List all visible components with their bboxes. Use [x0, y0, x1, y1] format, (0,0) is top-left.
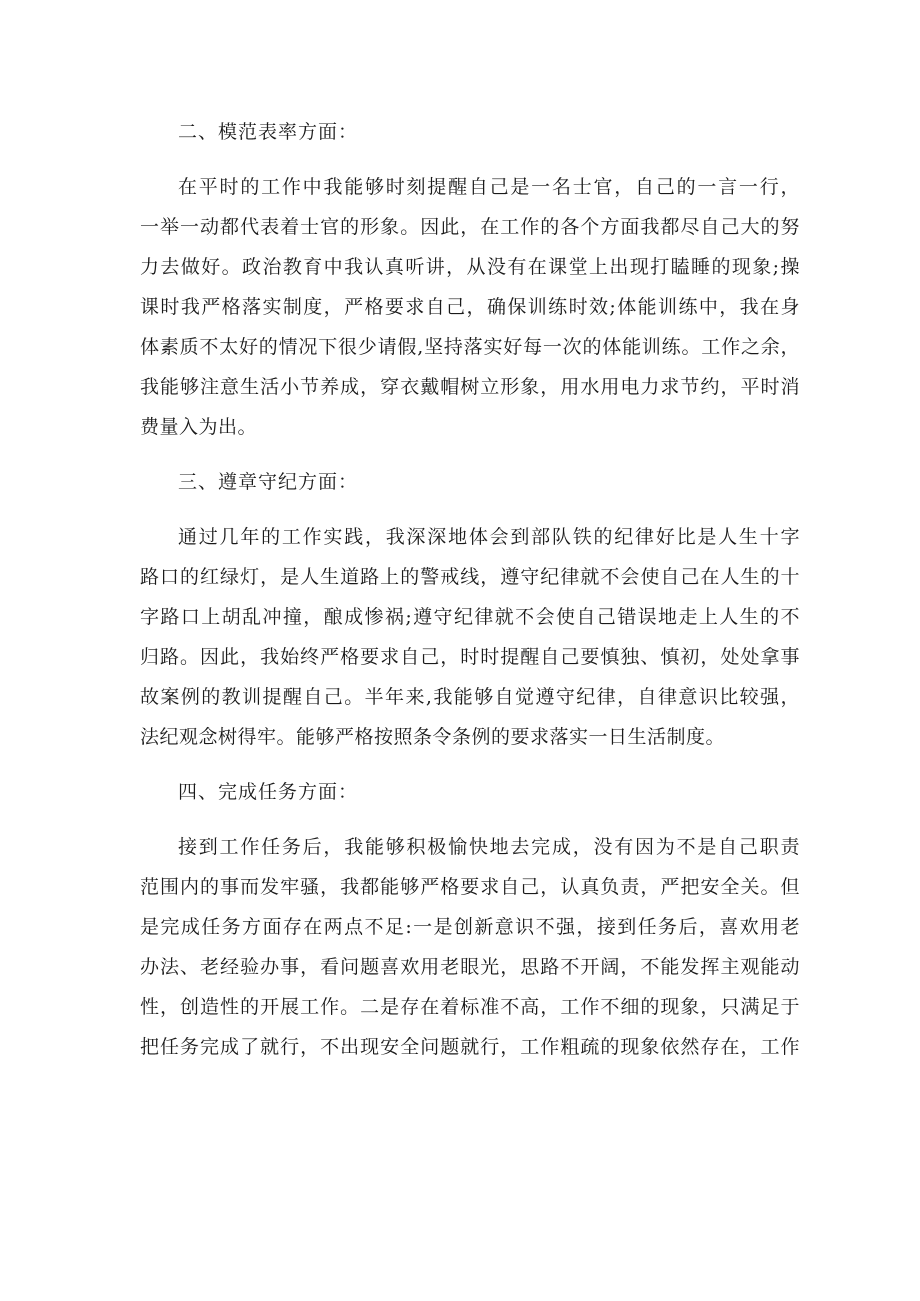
section-heading-task-completion: 四、完成任务方面：: [178, 781, 359, 803]
paragraph-line: 归路。因此，我始终严格要求自己，时时提醒自己要慎独、慎初，处处拿事: [140, 646, 800, 668]
paragraph-line: 力去做好。政治教育中我认真听讲，从没有在课堂上出现打瞌睡的现象;操: [140, 256, 800, 278]
paragraph-line: 字路口上胡乱冲撞，酿成惨祸;遵守纪律就不会使自己错误地走上人生的不: [140, 606, 800, 628]
paragraph-line: 一举一动都代表着士官的形象。因此，在工作的各个方面我都尽自己大的努: [140, 216, 800, 238]
paragraph-line: 路口的红绿灯，是人生道路上的警戒线，遵守纪律就不会使自己在人生的十: [140, 566, 800, 588]
section-heading-discipline: 三、遵章守纪方面：: [178, 471, 359, 493]
paragraph-discipline: [140, 517, 800, 757]
paragraph-task-completion: [140, 827, 800, 1067]
paragraph-line: 故案例的教训提醒自己。半年来,我能够自觉遵守纪律，自律意识比较强，: [140, 686, 800, 708]
paragraph-line: 法纪观念树得牢。能够严格按照条令条例的要求落实一日生活制度。: [140, 726, 726, 748]
paragraph-line: 体素质不太好的情况下很少请假,坚持落实好每一次的体能训练。工作之余，: [140, 336, 800, 358]
section-heading-exemplary-conduct: 二、模范表率方面：: [178, 121, 359, 143]
paragraph-line: 费量入为出。: [140, 416, 258, 438]
paragraph-line: 范围内的事而发牢骚，我都能够严格要求自己，认真负责，严把安全关。但: [140, 876, 800, 898]
paragraph-line: 性，创造性的开展工作。二是存在着标准不高，工作不细的现象，只满足于: [140, 996, 800, 1018]
paragraph-line: 我能够注意生活小节养成，穿衣戴帽树立形象，用水用电力求节约，平时消: [140, 376, 800, 398]
paragraph-line: 课时我严格落实制度，严格要求自己，确保训练时效;体能训练中，我在身: [140, 296, 800, 318]
paragraph-line: 在平时的工作中我能够时刻提醒自己是一名士官，自己的一言一行，: [178, 176, 800, 198]
paragraph-exemplary-conduct: [140, 167, 800, 447]
paragraph-line: 办法、老经验办事，看问题喜欢用老眼光，思路不开阔，不能发挥主观能动: [140, 956, 800, 978]
paragraph-line: 接到工作任务后，我能够积极愉快地去完成，没有因为不是自己职责: [178, 836, 800, 858]
paragraph-line: 是完成任务方面存在两点不足:一是创新意识不强，接到任务后，喜欢用老: [140, 916, 800, 938]
paragraph-line: 通过几年的工作实践，我深深地体会到部队铁的纪律好比是人生十字: [178, 526, 800, 548]
paragraph-line: 把任务完成了就行，不出现安全问题就行，工作粗疏的现象依然存在，工作: [140, 1036, 800, 1058]
document-body: [140, 112, 800, 1082]
